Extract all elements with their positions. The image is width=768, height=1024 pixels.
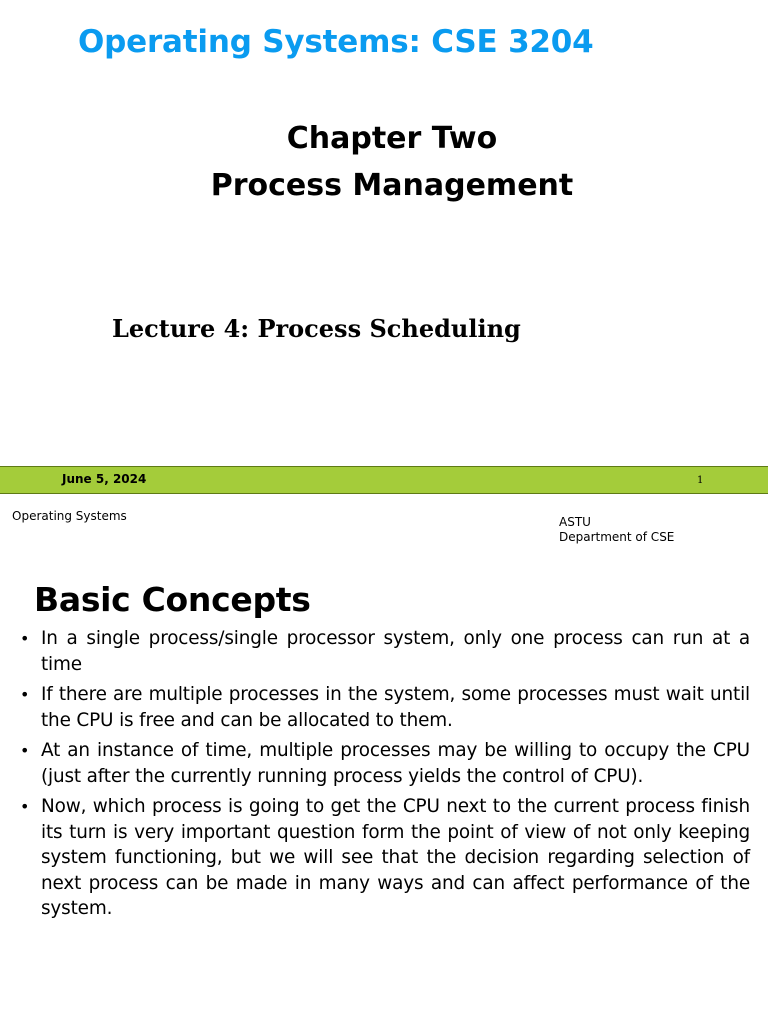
course-title: Operating Systems: CSE 3204 <box>78 24 594 60</box>
slide-footer-bar <box>0 466 768 494</box>
bullet-icon: • <box>20 741 30 760</box>
bullet-text: At an instance of time, multiple processes may be willing to occupy the CPU (just after the currently running process yields the control of CPU). <box>41 740 750 787</box>
bullet-icon: • <box>20 797 30 816</box>
chapter-subtitle: Process Management <box>210 168 574 203</box>
bullet-text: If there are multiple processes in the system, some processes must wait until the CPU is free and can be allocated to them. <box>41 684 750 731</box>
lecture-title: Lecture 4: Process Scheduling <box>112 314 521 343</box>
header-institution: ASTU <box>559 515 591 529</box>
bullet-list <box>20 626 750 927</box>
bullet-item <box>20 738 750 789</box>
header-department: Department of CSE <box>559 530 675 544</box>
bullet-item <box>20 682 750 733</box>
section-heading: Basic Concepts <box>34 580 311 619</box>
bullet-text: In a single process/single processor system, only one process can run at a time <box>41 628 750 675</box>
bullet-item <box>20 794 750 922</box>
bullet-icon: • <box>20 629 30 648</box>
footer-page-number: 1 <box>697 475 704 486</box>
footer-date: June 5, 2024 <box>62 472 147 486</box>
bullet-item <box>20 626 750 677</box>
bullet-icon: • <box>20 685 30 704</box>
chapter-title: Chapter Two <box>286 121 498 156</box>
header-course-name: Operating Systems <box>12 509 127 523</box>
bullet-text: Now, which process is going to get the CPU next to the current process finish its turn is very important question form the point of view of not only keeping system functioning, but we will see that the decision regarding selection of next process can be made in many ways and can affect performance of the system. <box>41 796 750 919</box>
